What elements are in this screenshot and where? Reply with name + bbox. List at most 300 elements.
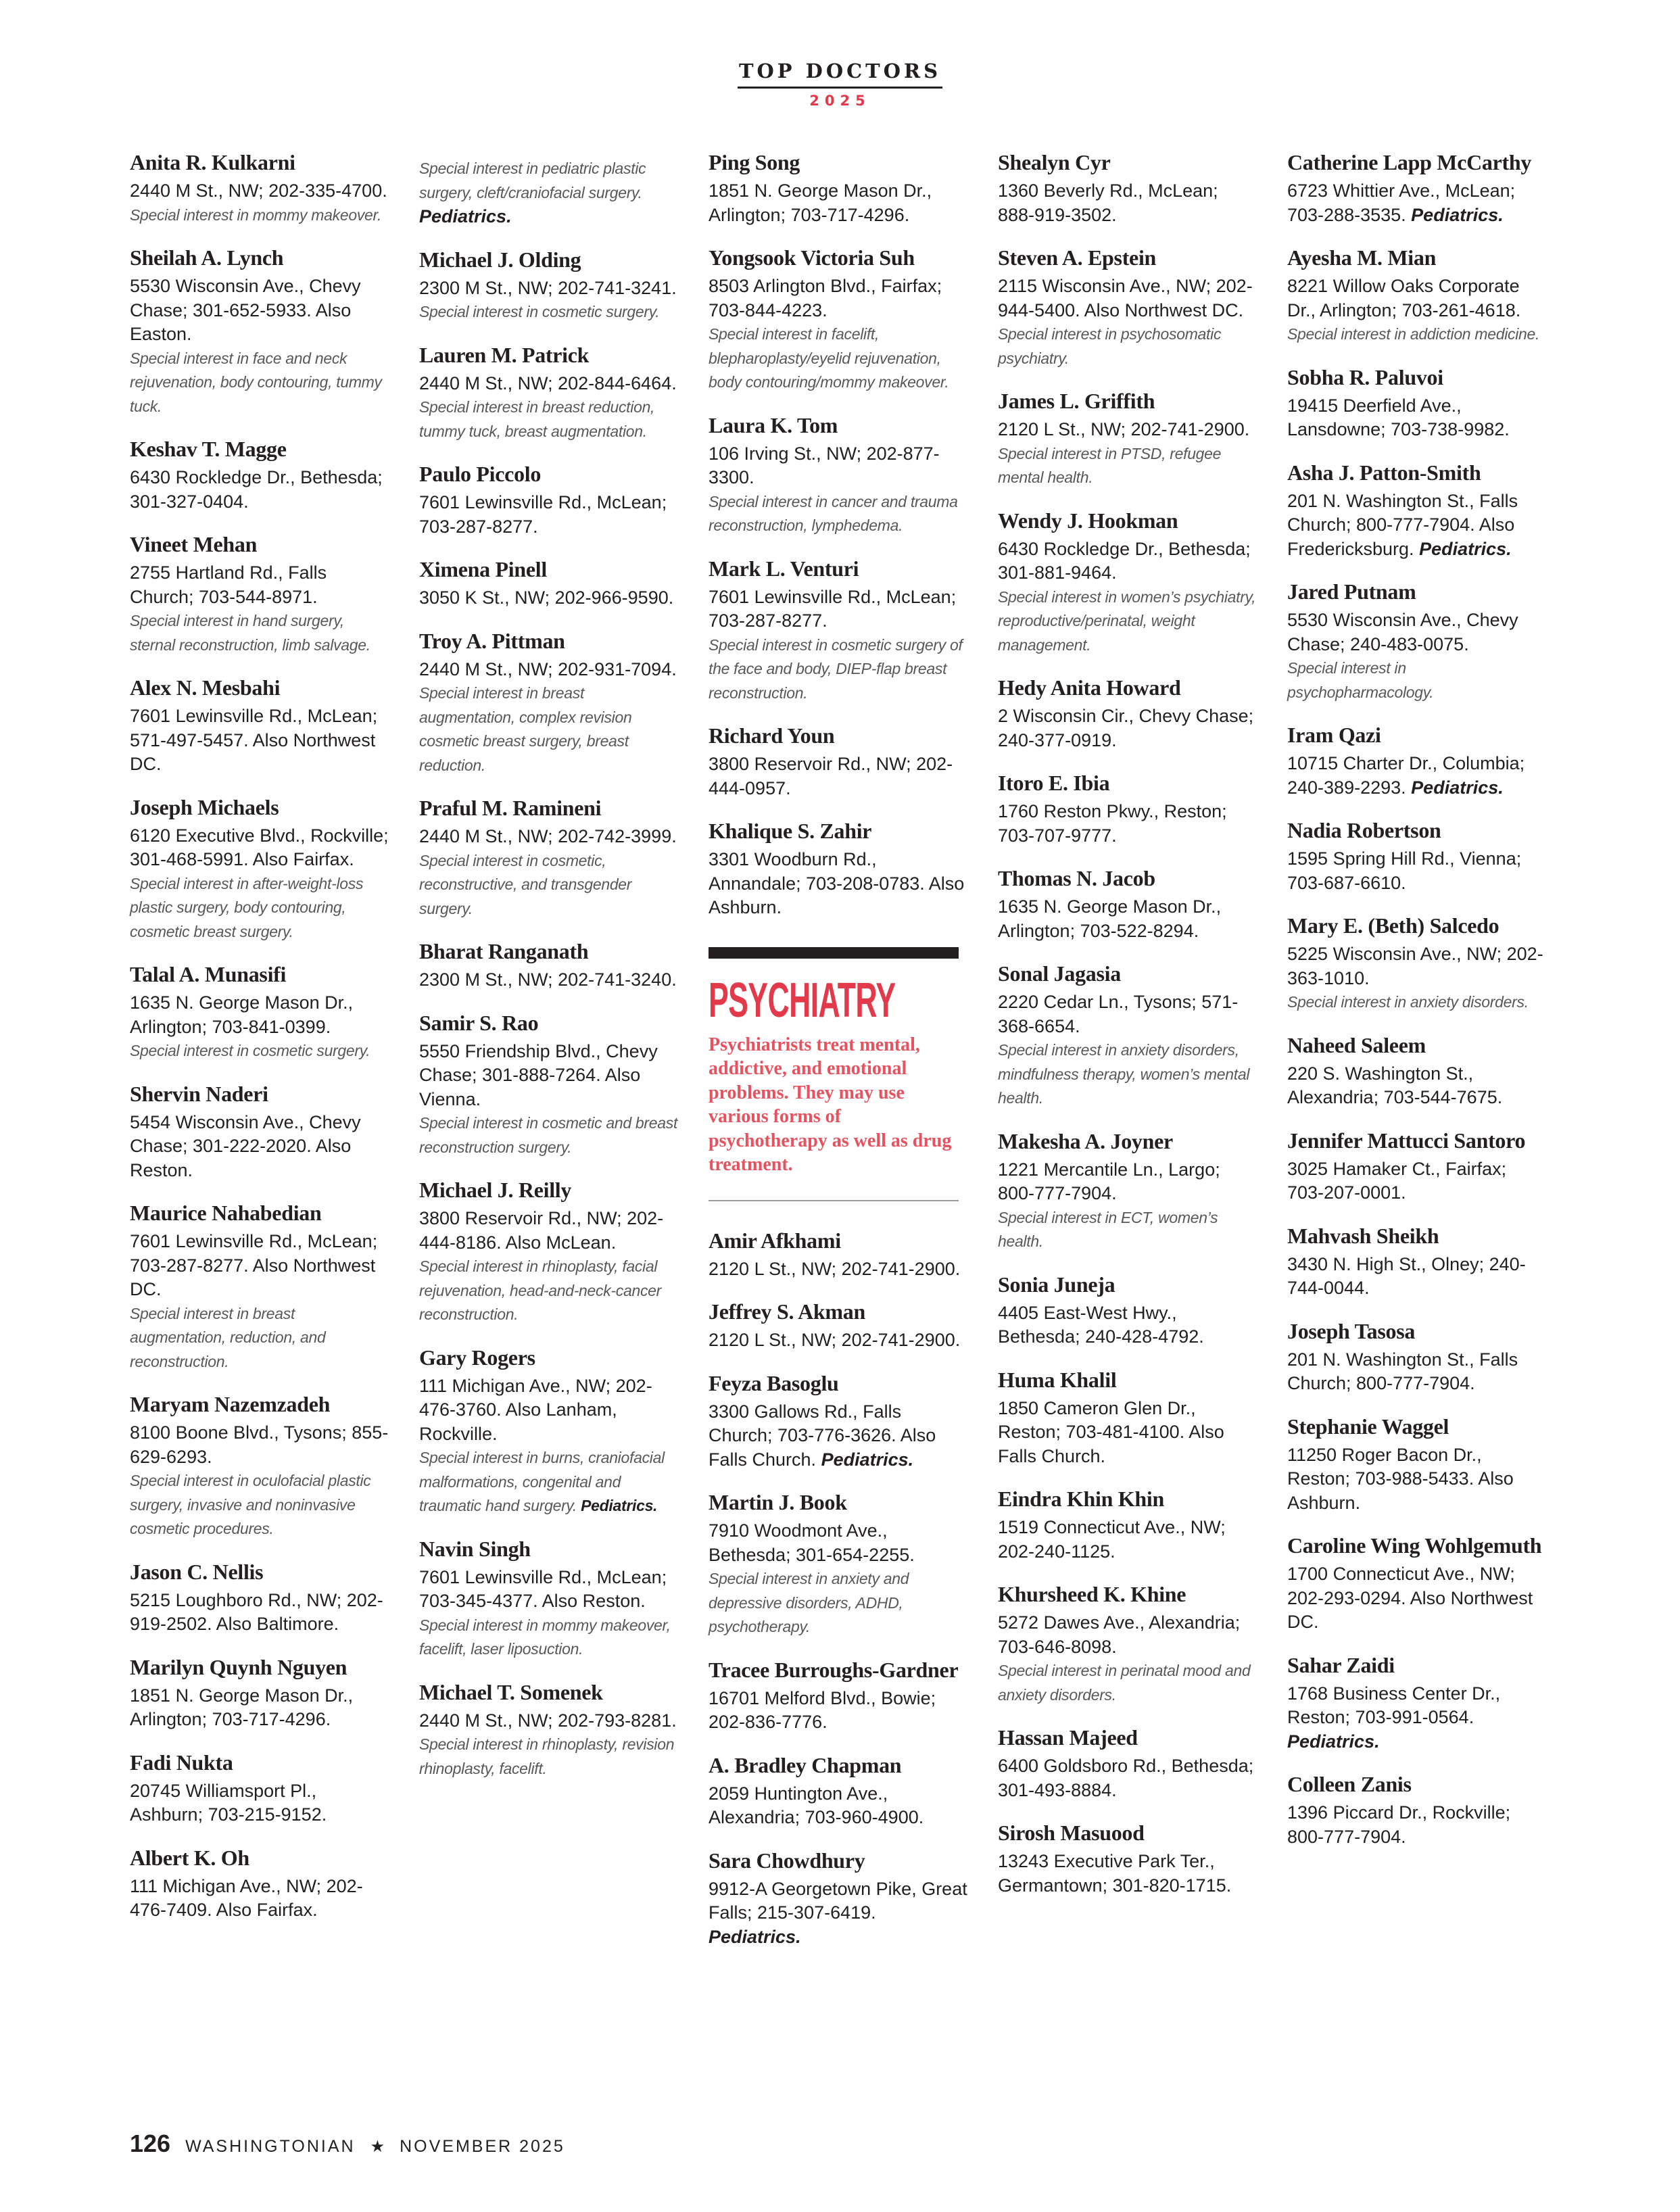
doctor-entry [419, 1178, 679, 1327]
doctor-name: Nadia Robertson [1287, 818, 1441, 842]
doctor-entry [419, 1011, 679, 1160]
doctor-entry [709, 1753, 969, 1830]
note-text: Special interest in hand surgery, sternal reconstruction, limb salvage. [130, 612, 370, 654]
page-footer [130, 2130, 565, 2158]
page-header [0, 59, 1680, 109]
doctor-entry [998, 1487, 1258, 1564]
doctor-address [709, 1519, 969, 1567]
note-text: Special interest in perinatal mood and anxiety disorders. [998, 1662, 1251, 1704]
doctor-name: Sheilah A. Lynch [130, 245, 284, 270]
address-text: 13243 Executive Park Ter., Germantown; 301-820-1715. [998, 1851, 1232, 1896]
doctor-name: Mary E. (Beth) Salcedo [1287, 913, 1499, 938]
doctor-entry [709, 150, 969, 227]
doctor-name: Vineet Mehan [130, 532, 258, 556]
note-text: Special interest in psychopharmacology. [1287, 659, 1434, 701]
doctor-address [998, 1754, 1258, 1802]
doctor-entry [419, 796, 679, 921]
issue-date: NOVEMBER 2025 [400, 2137, 565, 2156]
doctor-entry [998, 1129, 1258, 1254]
doctor-entry [998, 1582, 1258, 1707]
magazine-name: WASHINGTONIAN [185, 2137, 356, 2156]
doctor-name: Maryam Nazemzadeh [130, 1392, 331, 1416]
special-interest-note [130, 203, 390, 228]
special-interest-note [709, 1567, 969, 1639]
address-text: 7601 Lewinsville Rd., McLean; 703-345-4377. Also Reston. [419, 1566, 667, 1611]
doctor-entry [130, 1201, 390, 1374]
doctor-address [130, 1230, 390, 1302]
doctor-entry [419, 157, 679, 229]
address-text: 1360 Beverly Rd., McLean; 888-919-3502. [998, 181, 1218, 225]
doctor-entry [998, 1368, 1258, 1469]
doctor-name: Huma Khalil [998, 1367, 1117, 1392]
doctor-name: Sonia Juneja [998, 1272, 1115, 1297]
note-text: Special interest in women’s psychiatry, reproductive/perinatal, weight management. [998, 587, 1256, 654]
doctor-entry [419, 1680, 679, 1781]
doctor-entry [419, 629, 679, 778]
address-text: 2440 M St., NW; 202-793-8281. [419, 1710, 677, 1731]
address-text: 2300 M St., NW; 202-741-3240. [419, 969, 677, 990]
note-text: Special interest in pediatric plastic surgery, cleft/craniofacial surgery. [419, 160, 646, 201]
column-2 [419, 157, 679, 1799]
doctor-name: A. Bradley Chapman [709, 1752, 902, 1777]
doctor-entry [998, 866, 1258, 943]
doctor-address [1287, 1801, 1547, 1849]
doctor-address [130, 274, 390, 347]
address-text: 2440 M St., NW; 202-931-7094. [419, 658, 677, 679]
note-text: Special interest in face and neck rejuvenation, body contouring, tummy tuck. [130, 349, 382, 415]
doctor-name: Asha J. Patton-Smith [1287, 460, 1481, 485]
doctor-entry [1287, 1224, 1547, 1301]
doctor-name: Albert K. Oh [130, 1845, 249, 1870]
doctor-name: Praful M. Ramineni [419, 796, 602, 820]
address-text: 1635 N. George Mason Dr., Arlington; 703-841-0399. [130, 992, 354, 1037]
doctor-name: Shervin Naderi [130, 1081, 268, 1106]
doctor-entry [1287, 913, 1547, 1015]
doctor-address [1287, 1157, 1547, 1205]
doctor-entry [1287, 460, 1547, 562]
address-text: 7910 Woodmont Ave., Bethesda; 301-654-2255. [709, 1520, 915, 1565]
address-text: 1851 N. George Mason Dr., Arlington; 703-717-4296. [130, 1685, 354, 1729]
note-text: Special interest in mommy makeover, facelift, laser liposuction. [419, 1616, 671, 1658]
note-text: Special interest in cancer and trauma reconstruction, lymphedema. [709, 492, 958, 534]
doctor-address [419, 491, 679, 539]
doctor-address [130, 1111, 390, 1183]
address-text: 1700 Connecticut Ave., NW; 202-293-0294. Also Northwest DC. [1287, 1564, 1533, 1632]
doctor-name: Ayesha M. Mian [1287, 245, 1437, 270]
address-text: 1635 N. George Mason Dr., Arlington; 703-522-8294. [998, 896, 1222, 941]
doctor-name: Lauren M. Patrick [419, 342, 590, 367]
doctor-address [709, 442, 969, 490]
section-year: 2025 [809, 93, 871, 109]
address-text: 2440 M St., NW; 202-742-3999. [419, 826, 677, 846]
special-interest-note [419, 395, 679, 443]
doctor-address [419, 1374, 679, 1447]
doctor-address [130, 561, 390, 609]
special-interest-note [998, 1038, 1258, 1111]
doctor-name: Alex N. Mesbahi [130, 675, 281, 700]
doctor-address [998, 704, 1258, 752]
address-text: 3025 Hamaker Ct., Fairfax; 703-207-0001. [1287, 1158, 1507, 1203]
special-interest-note [998, 442, 1258, 490]
pediatrics-tag: Pediatrics. [709, 1926, 801, 1947]
doctor-name: Joseph Tasosa [1287, 1318, 1416, 1343]
doctor-entry [130, 1392, 390, 1541]
doctor-name: Sara Chowdhury [709, 1848, 865, 1873]
doctor-name: Richard Youn [709, 723, 835, 748]
address-text: 111 Michigan Ave., NW; 202-476-3760. Also Lanham, Rockville. [419, 1375, 652, 1444]
note-text: Special interest in PTSD, refugee mental health. [998, 444, 1222, 486]
doctor-address [130, 1875, 390, 1923]
note-text: Special interest in psychosomatic psychiatry. [998, 325, 1222, 367]
section-divider-bar [709, 947, 959, 959]
doctor-entry [998, 389, 1258, 490]
address-text: 6400 Goldsboro Rd., Bethesda; 301-493-8884. [998, 1756, 1254, 1800]
special-interest-note [419, 157, 679, 205]
note-text: Special interest in cosmetic, reconstructive, and transgender surgery. [419, 851, 632, 917]
address-text: 3800 Reservoir Rd., NW; 202-444-8186. Also McLean. [419, 1208, 664, 1253]
doctor-address [130, 991, 390, 1039]
doctor-name: Sahar Zaidi [1287, 1652, 1395, 1677]
doctor-entry [709, 1848, 969, 1950]
doctor-name: Maurice Nahabedian [130, 1201, 322, 1225]
doctor-address [709, 274, 969, 322]
doctor-name: Ximena Pinell [419, 557, 547, 581]
note-text: Special interest in cosmetic surgery of the face and body, DIEP-flap breast reconstruction. [709, 635, 963, 702]
star-icon: ★ [370, 2138, 385, 2156]
address-text: 2440 M St., NW; 202-335-4700. [130, 181, 387, 201]
doctor-entry [419, 1345, 679, 1518]
doctor-name: Mark L. Venturi [709, 556, 859, 581]
doctor-address [1287, 608, 1547, 656]
doctor-name: Feyza Basoglu [709, 1370, 839, 1395]
doctor-address [1287, 1682, 1547, 1754]
address-text: 5215 Loughboro Rd., NW; 202-919-2502. Also Baltimore. [130, 1589, 383, 1634]
doctor-address [419, 1207, 679, 1255]
doctor-address [998, 895, 1258, 943]
doctor-address [998, 1397, 1258, 1469]
doctor-address [419, 1566, 679, 1614]
note-text: Special interest in breast augmentation, reduction, and reconstruction. [130, 1304, 326, 1370]
doctor-name: Navin Singh [419, 1536, 531, 1561]
pediatrics-tag: Pediatrics. [1287, 1731, 1380, 1752]
doctor-address [1287, 1253, 1547, 1301]
special-interest-note [709, 322, 969, 395]
doctor-address [130, 1421, 390, 1469]
address-text: 9912-A Georgetown Pike, Great Falls; 215-307-6419. [709, 1878, 967, 1923]
doctor-name: Thomas N. Jacob [998, 866, 1155, 890]
doctor-entry [130, 437, 390, 514]
doctor-address [1287, 1562, 1547, 1635]
doctor-entry [130, 795, 390, 944]
note-text: Special interest in breast augmentation, complex revision cosmetic breast surgery, breast reduction. [419, 684, 632, 774]
doctor-name: Talal A. Munasifi [130, 962, 287, 986]
doctor-name: Sonal Jagasia [998, 961, 1121, 986]
address-text: 2120 L St., NW; 202-741-2900. [998, 419, 1250, 439]
address-text: 106 Irving St., NW; 202-877-3300. [709, 443, 940, 487]
doctor-address [998, 537, 1258, 585]
section-rule [709, 1200, 959, 1201]
doctor-entry [1287, 579, 1547, 704]
doctor-address [419, 1040, 679, 1112]
column-1 [130, 150, 390, 1941]
doctor-entry [130, 1560, 390, 1637]
doctor-entry [998, 508, 1258, 658]
address-text: 2220 Cedar Ln., Tysons; 571-368-6654. [998, 992, 1239, 1036]
doctor-address [709, 752, 969, 800]
address-text: 7601 Lewinsville Rd., McLean; 703-287-8277. Also Northwest DC. [130, 1231, 378, 1299]
doctor-name: Fadi Nukta [130, 1750, 233, 1775]
doctor-entry [998, 1272, 1258, 1349]
doctor-address [1287, 752, 1547, 800]
doctor-entry [998, 1821, 1258, 1898]
address-text: 19415 Deerfield Ave., Lansdowne; 703-738-9982. [1287, 395, 1510, 439]
doctor-entry [1287, 818, 1547, 895]
doctor-address [1287, 489, 1547, 562]
doctor-name: Yongsook Victoria Suh [709, 245, 915, 270]
address-text: 201 N. Washington St., Falls Church; 800-777-7904. Also Fredericksburg. [1287, 490, 1518, 559]
doctor-entry [1287, 365, 1547, 442]
special-interest-note [709, 490, 969, 538]
section-description: Psychiatrists treat mental, addictive, and emotional problems. They may use various forms of psychotherapy as well as drug treatment. [709, 1034, 952, 1175]
special-interest-note [998, 1206, 1258, 1254]
doctor-name: Shealyn Cyr [998, 150, 1111, 174]
doctor-address [998, 274, 1258, 322]
doctor-entry [1287, 1772, 1547, 1849]
address-text: 7601 Lewinsville Rd., McLean; 571-497-5457. Also Northwest DC. [130, 706, 378, 774]
doctor-name: Tracee Burroughs-Gardner [709, 1657, 959, 1682]
column-3 [709, 150, 969, 1967]
section-heading: PSYCHIATRY [709, 973, 896, 1028]
doctor-address [709, 1782, 969, 1830]
address-text: 2120 L St., NW; 202-741-2900. [709, 1330, 961, 1350]
doctor-address [1287, 847, 1547, 895]
address-text: 2755 Hartland Rd., Falls Church; 703-544-8971. [130, 562, 327, 607]
address-text: 3430 N. High St., Olney; 240-744-0044. [1287, 1253, 1526, 1298]
doctor-entry [1287, 245, 1547, 347]
doctor-name: Michael T. Somenek [419, 1679, 603, 1704]
address-text: 1519 Connecticut Ave., NW; 202-240-1125. [998, 1517, 1226, 1562]
doctor-name: Anita R. Kulkarni [130, 150, 295, 174]
doctor-address [419, 276, 679, 301]
special-interest-note [1287, 322, 1547, 347]
address-text: 1595 Spring Hill Rd., Vienna; 703-687-6610. [1287, 848, 1522, 893]
doctor-address [709, 1877, 969, 1950]
doctor-name: Sirosh Masuood [998, 1821, 1145, 1845]
doctor-entry [709, 1371, 969, 1472]
doctor-name: Keshav T. Magge [130, 437, 287, 461]
doctor-entry [130, 532, 390, 657]
doctor-entry [709, 1299, 969, 1353]
doctor-name: Jennifer Mattucci Santoro [1287, 1128, 1526, 1153]
pediatrics-tag: Pediatrics. [1411, 777, 1504, 798]
doctor-address [1287, 179, 1547, 227]
section-title: TOP DOCTORS [738, 59, 942, 89]
doctor-entry [419, 343, 679, 444]
doctor-address [709, 1257, 969, 1282]
address-text: 2059 Huntington Ave., Alexandria; 703-960-4900. [709, 1783, 924, 1827]
note-text: Special interest in ECT, women’s health. [998, 1208, 1218, 1250]
doctor-address [709, 1328, 969, 1353]
doctor-name: Stephanie Waggel [1287, 1414, 1449, 1439]
doctor-entry [130, 675, 390, 777]
pediatrics-tag: Pediatrics. [821, 1449, 914, 1470]
doctor-address [419, 586, 679, 610]
address-text: 3800 Reservoir Rd., NW; 202-444-0957. [709, 754, 953, 798]
special-interest-note [1287, 656, 1547, 704]
doctor-address [130, 179, 390, 203]
address-text: 20745 Williamsport Pl., Ashburn; 703-215-9152. [130, 1780, 327, 1825]
address-text: 16701 Melford Blvd., Bowie; 202-836-7776. [709, 1687, 936, 1732]
doctor-entry [1287, 150, 1547, 227]
doctor-address [998, 1301, 1258, 1349]
doctor-address [998, 1611, 1258, 1659]
special-interest-note [998, 1659, 1258, 1707]
doctor-name: Wendy J. Hookman [998, 508, 1178, 533]
special-interest-note [130, 872, 390, 944]
doctor-address [1287, 274, 1547, 322]
doctor-name: Steven A. Epstein [998, 245, 1157, 270]
doctor-address [1287, 394, 1547, 442]
doctor-entry [998, 961, 1258, 1111]
doctor-entry [130, 1082, 390, 1183]
doctor-entry [709, 819, 969, 920]
special-interest-note [1287, 990, 1547, 1015]
pediatrics-tag: Pediatrics. [581, 1497, 658, 1514]
special-interest-note [419, 849, 679, 921]
address-text: 1760 Reston Pkwy., Reston; 703-707-9777. [998, 801, 1227, 846]
doctor-name: Hedy Anita Howard [998, 675, 1181, 700]
note-text: Special interest in rhinoplasty, revision rhinoplasty, facelift. [419, 1735, 675, 1777]
doctor-name: Caroline Wing Wohlgemuth [1287, 1533, 1542, 1558]
column-5 [1287, 150, 1547, 1867]
doctor-address [419, 968, 679, 992]
doctor-entry [1287, 1533, 1547, 1635]
doctor-name: Bharat Ranganath [419, 939, 589, 963]
note-text: Special interest in burns, craniofacial malformations, congenital and traumatic hand surgery. [419, 1449, 665, 1514]
address-text: 11250 Roger Bacon Dr., Reston; 703-988-5433. Also Ashburn. [1287, 1444, 1514, 1513]
doctor-address [998, 800, 1258, 848]
doctor-entry [709, 1490, 969, 1639]
address-text: 1221 Mercantile Ln., Largo; 800-777-7904. [998, 1159, 1220, 1203]
special-interest-note [130, 609, 390, 657]
doctor-address [419, 825, 679, 849]
note-text: Special interest in cosmetic and breast reconstruction surgery. [419, 1114, 678, 1156]
special-interest-note [998, 322, 1258, 370]
doctor-entry [130, 962, 390, 1063]
doctor-entry [1287, 1033, 1547, 1110]
doctor-name: Jeffrey S. Akman [709, 1299, 865, 1324]
doctor-entry [1287, 1128, 1547, 1205]
note-text: Special interest in addiction medicine. [1287, 325, 1540, 343]
doctor-address [998, 1158, 1258, 1206]
note-text: Special interest in cosmetic surgery. [130, 1042, 370, 1059]
doctor-name: James L. Griffith [998, 389, 1155, 413]
address-text: 4405 East-West Hwy., Bethesda; 240-428-4792. [998, 1302, 1204, 1347]
address-text: 220 S. Washington St., Alexandria; 703-544-7675. [1287, 1063, 1503, 1107]
special-interest-note [130, 1039, 390, 1063]
special-interest-note [130, 1469, 390, 1541]
doctor-name: Makesha A. Joyner [998, 1128, 1173, 1153]
note-text: Special interest in oculofacial plastic surgery, invasive and noninvasive cosmetic procedures. [130, 1472, 371, 1537]
address-text: 5550 Friendship Blvd., Chevy Chase; 301-888-7264. Also Vienna. [419, 1040, 658, 1109]
doctor-name: Hassan Majeed [998, 1725, 1138, 1750]
doctor-address [709, 1687, 969, 1735]
doctor-entry [1287, 1319, 1547, 1396]
doctor-entry [419, 1537, 679, 1662]
special-interest-note [419, 1446, 679, 1518]
doctor-name: Laura K. Tom [709, 412, 838, 437]
doctor-address [998, 179, 1258, 227]
address-text: 3301 Woodburn Rd., Annandale; 703-208-0783. Also Ashburn. [709, 849, 965, 917]
address-text: 1851 N. George Mason Dr., Arlington; 703-717-4296. [709, 181, 932, 225]
doctor-name: Marilyn Quynh Nguyen [130, 1654, 347, 1679]
address-text: 2440 M St., NW; 202-844-6464. [419, 372, 677, 393]
doctor-entry [1287, 1653, 1547, 1754]
note-text: Special interest in after-weight-loss plastic surgery, body contouring, cosmetic breast surgery. [130, 874, 364, 940]
doctor-entry [998, 771, 1258, 848]
doctor-entry [130, 150, 390, 227]
doctor-name: Eindra Khin Khin [998, 1487, 1164, 1511]
address-text: 2300 M St., NW; 202-741-3241. [419, 277, 677, 298]
doctor-name: Khursheed K. Khine [998, 1582, 1186, 1606]
note-text: Special interest in anxiety and depressive disorders, ADHD, psychotherapy. [709, 1570, 909, 1635]
doctor-name: Iram Qazi [1287, 723, 1381, 747]
address-text: 6430 Rockledge Dr., Bethesda; 301-327-0404. [130, 467, 383, 512]
special-interest-note [419, 1614, 679, 1662]
address-text: 111 Michigan Ave., NW; 202-476-7409. Also Fairfax. [130, 1875, 363, 1920]
doctor-entry [998, 1725, 1258, 1802]
address-text: 6430 Rockledge Dr., Bethesda; 301-881-9464. [998, 538, 1251, 583]
doctor-entry [998, 675, 1258, 752]
doctor-address [998, 1516, 1258, 1564]
address-text: 8221 Willow Oaks Corporate Dr., Arlington; 703-261-4618. [1287, 276, 1521, 320]
special-interest-note [419, 300, 679, 324]
doctor-address [130, 1779, 390, 1827]
note-text: Special interest in breast reduction, tummy tuck, breast augmentation. [419, 398, 655, 440]
special-interest-note [130, 1302, 390, 1374]
doctor-entry [709, 1228, 969, 1282]
doctor-entry [130, 1846, 390, 1923]
doctor-name: Joseph Michaels [130, 794, 279, 819]
doctor-address [130, 1684, 390, 1732]
address-text: 1396 Piccard Dr., Rockville; 800-777-7904. [1287, 1802, 1511, 1847]
address-text: 3300 Gallows Rd., Falls Church; 703-776-3626. Also Falls Church. [709, 1401, 936, 1470]
doctor-address [130, 1589, 390, 1637]
doctor-entry [419, 939, 679, 992]
pediatrics-tag: Pediatrics. [1419, 538, 1512, 559]
doctor-entry [419, 462, 679, 539]
doctor-name: Michael J. Olding [419, 247, 581, 272]
doctor-address [419, 1709, 679, 1733]
doctor-address [998, 418, 1258, 442]
doctor-name: Michael J. Reilly [419, 1178, 572, 1202]
note-text: Special interest in anxiety disorders, mindfulness therapy, women’s mental health. [998, 1041, 1250, 1107]
doctor-address [709, 848, 969, 920]
address-text: 6723 Whittier Ave., McLean; 703-288-3535. [1287, 181, 1516, 225]
special-interest-note [998, 585, 1258, 658]
doctor-name: Paulo Piccolo [419, 462, 542, 486]
address-text: 7601 Lewinsville Rd., McLean; 703-287-8277. [709, 586, 957, 631]
address-text: 1768 Business Center Dr., Reston; 703-991-0564. [1287, 1683, 1501, 1727]
note-text: Special interest in cosmetic surgery. [419, 303, 660, 320]
doctor-address [709, 179, 969, 227]
doctor-address [1287, 942, 1547, 990]
doctor-name: Samir S. Rao [419, 1010, 539, 1035]
doctor-entry [998, 150, 1258, 227]
section-psychiatry [709, 947, 969, 1201]
doctor-entry [709, 723, 969, 800]
doctor-entry [709, 245, 969, 395]
